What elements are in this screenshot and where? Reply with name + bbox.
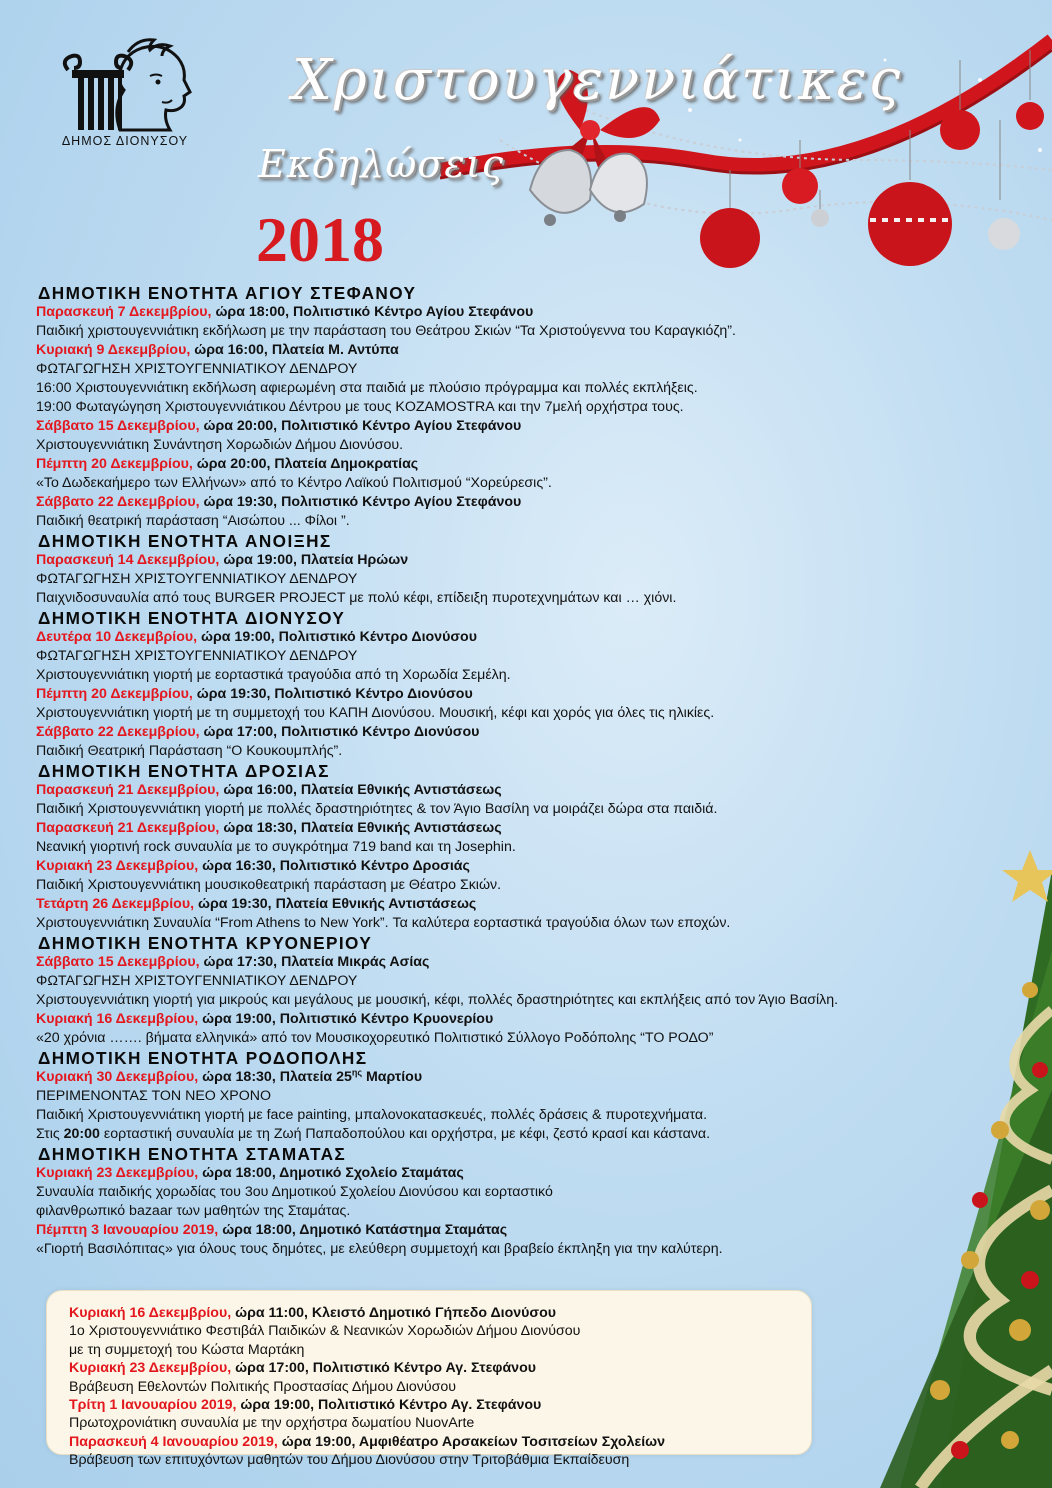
event-description: Χριστουγεννιάτικη γιορτή με εορταστικά τραγούδια από τη Χορωδία Σεμέλη. (36, 667, 511, 683)
event-time-place: ώρα 18:30, Πλατεία 25 (198, 1069, 352, 1085)
event-date: Σάββατο 15 Δεκεμβρίου, (36, 954, 200, 970)
event-date: Κυριακή 16 Δεκεμβρίου, (36, 1011, 199, 1027)
event-heading (36, 455, 996, 474)
event-date: Τρίτη 1 Ιανουαρίου 2019, (69, 1396, 237, 1413)
event-description: 19:00 Φωταγώγηση Χριστουγεννιάτικου Δέντρου με τους KOZAMOSTRA και την 7μελή ορχήστρα τους. (36, 399, 684, 415)
event-date: Πέμπτη 20 Δεκεμβρίου, (36, 456, 193, 472)
event-time-place: ώρα 19:00, Αμφιθέατρο Αρσακείων Τοσιτσείων Σχολείων (277, 1433, 666, 1450)
event-time-place: ώρα 19:00, Πολιτιστικό Κέντρο Αγ. Στεφάνου (236, 1396, 542, 1413)
municipality-logo (50, 30, 200, 170)
event-date: Κυριακή 23 Δεκεμβρίου, (69, 1360, 232, 1377)
event-description: Παιχνιδοσυναυλία από τους BURGER PROJECT με πολύ κέφι, επίδειξη πυροτεχνημάτων και … χιόνι. (36, 590, 677, 606)
event-date: Τετάρτη 26 Δεκεμβρίου, (36, 896, 195, 912)
section-title: ΔΗΜΟΤΙΚΗ ΕΝΟΤΗΤΑ ΔΙΟΝΥΣΟΥ (38, 608, 346, 628)
event-time-place: ώρα 19:00, Πολιτιστικό Κέντρο Διονύσου (197, 629, 477, 645)
event-description: 16:00 Χριστουγεννιάτικη εκδήλωση αφιερωμένη στα παιδιά με πλούσιο πρόγραμμα και πολλές εκπλήξεις. (36, 380, 698, 396)
event-description: Παιδική θεατρική παράσταση “Αισώπου ... Φίλοι ”. (36, 513, 350, 529)
event-heading (36, 303, 996, 322)
event-heading (69, 1433, 811, 1451)
section-title: ΔΗΜΟΤΙΚΗ ΕΝΟΤΗΤΑ ΚΡΥΟΝΕΡΙΟΥ (38, 933, 373, 953)
event-time-place: ώρα 17:00, Πολιτιστικό Κέντρο Αγ. Στεφάνου (231, 1360, 536, 1377)
event-description: Συναυλία παιδικής χορωδίας του 3ου Δημοτικού Σχολείου Διονύσου και εορταστικό (36, 1184, 553, 1200)
event-date: Κυριακή 30 Δεκεμβρίου, (36, 1069, 199, 1085)
event-description: Χριστουγεννιάτικη γιορτή για μικρούς και μεγάλους με μουσική, κέφι, πολλές δραστηριότητες και εκπλήξεις από τον Άγιο Βασίλη. (36, 992, 839, 1008)
event-description: ΦΩΤΑΓΩΓΗΣΗ ΧΡΙΣΤΟΥΓΕΝΝΙΑΤΙΚΟΥ ΔΕΝΔΡΟΥ (36, 973, 358, 989)
event-description: «Το Δωδεκαήμερο των Ελλήνων» από το Κέντρο Λαϊκού Πολιτισμού “Χορεύρεσις”. (36, 475, 552, 491)
event-description: Νεανική γιορτινή rock συναυλία με το συγκρότημα 719 band και τη Josephin. (36, 839, 516, 855)
section-title: ΔΗΜΟΤΙΚΗ ΕΝΟΤΗΤΑ ΣΤΑΜΑΤΑΣ (38, 1144, 347, 1164)
event-date: Παρασκευή 21 Δεκεμβρίου, (36, 782, 220, 798)
event-time-place: ώρα 18:30, Πλατεία Εθνικής Αντιστάσεως (219, 820, 502, 836)
event-date: Παρασκευή 7 Δεκεμβρίου, (36, 304, 212, 320)
event-date: Κυριακή 16 Δεκεμβρίου, (69, 1305, 232, 1321)
event-description: φιλανθρωπικό bazaar των μαθητών της Σταμάτας. (36, 1203, 351, 1219)
event-date: Παρασκευή 4 Ιανουαρίου 2019, (69, 1433, 278, 1450)
event-date: Κυριακή 9 Δεκεμβρίου, (36, 342, 191, 358)
event-time-place: ώρα 19:00, Πολιτιστικό Κέντρο Κρυονερίου (198, 1011, 494, 1027)
logo-text: ΔΗΜΟΣ ΔΙΟΝΥΣΟΥ (61, 134, 189, 148)
event-description: Χριστουγεννιάτικη Συνάντηση Χορωδιών Δήμου Διονύσου. (36, 437, 404, 453)
event-time-place: ώρα 16:00, Πλατεία Μ. Αντύπα (190, 342, 399, 358)
event-heading (69, 1359, 811, 1377)
event-heading (36, 341, 996, 360)
event-heading (36, 723, 996, 742)
event-description: Παιδική Χριστουγεννιάτικη γιορτή με πολλές δραστηριότητες & τον Άγιο Βασίλη να μοιράζει δώρα στα παιδιά. (36, 801, 718, 817)
event-heading (36, 857, 996, 876)
event-description: Παιδική Χριστουγεννιάτικη γιορτή με face painting, μπαλονοκατασκευές, πολλές δράσεις & πυροτεχνήματα. (36, 1107, 708, 1123)
event-time-place: ώρα 17:30, Πλατεία Μικράς Ασίας (199, 954, 430, 970)
event-time-place: ώρα 18:00, Δημοτικό Σχολείο Σταμάτας (198, 1165, 464, 1181)
section-title: ΔΗΜΟΤΙΚΗ ΕΝΟΤΗΤΑ ΡΟΔΟΠΟΛΗΣ (38, 1048, 368, 1068)
event-date: Πέμπτη 20 Δεκεμβρίου, (36, 686, 193, 702)
event-time-place: ώρα 18:00, Δημοτικό Κατάστημα Σταμάτας (218, 1222, 508, 1238)
featured-events-box (46, 1290, 812, 1469)
title-line-2: Εκδηλώσεις (258, 142, 504, 186)
event-time-place: ώρα 19:00, Πλατεία Ηρώων (219, 552, 409, 568)
event-heading (36, 781, 996, 800)
event-description: Χριστουγεννιάτικη Συναυλία “From Athens to New York”. Τα καλύτερα εορταστικά τραγούδια όλων των εποχών. (36, 915, 731, 931)
section-title: ΔΗΜΟΤΙΚΗ ΕΝΟΤΗΤΑ ΑΓΙΟΥ ΣΤΕΦΑΝΟΥ (38, 283, 417, 303)
event-description: Παιδική Χριστουγεννιάτικη μουσικοθεατρική παράσταση με Θέατρο Σκιών. (36, 877, 502, 893)
event-heading (36, 1010, 996, 1029)
text: εορταστική συναυλία με τη Ζωή Παπαδοπούλου και ορχήστρα, με κέφι, ζεστό κρασί και κάστανα. (99, 1126, 711, 1142)
event-heading (36, 493, 996, 512)
event-date: Παρασκευή 21 Δεκεμβρίου, (36, 820, 220, 836)
section-title: ΔΗΜΟΤΙΚΗ ΕΝΟΤΗΤΑ ΑΝΟΙΞΗΣ (38, 531, 332, 551)
event-heading (69, 1304, 811, 1322)
event-date: Σάββατο 15 Δεκεμβρίου, (36, 418, 200, 434)
year-heading: 2018 (256, 204, 384, 275)
events-list (36, 283, 996, 1259)
event-heading (36, 1068, 996, 1087)
event-description: ΠΕΡΙΜΕΝΟΝΤΑΣ ΤΟΝ ΝΕΟ ΧΡΟΝΟ (36, 1088, 272, 1104)
event-time-place: ώρα 16:30, Πολιτιστικό Κέντρο Δροσιάς (198, 858, 470, 874)
event-description: 1ο Χριστουγεννιάτικο Φεστιβάλ Παιδικών & Νεανικών Χορωδιών Δήμου Διονύσου (69, 1323, 581, 1340)
event-time-place: ώρα 18:00, Πολιτιστικό Κέντρο Αγίου Στεφάνου (211, 304, 534, 320)
event-time-place: ώρα 16:00, Πλατεία Εθνικής Αντιστάσεως (219, 782, 502, 798)
event-heading (36, 953, 996, 972)
event-heading (36, 417, 996, 436)
event-heading (36, 819, 996, 838)
event-place-end: Μαρτίου (362, 1069, 423, 1085)
event-description: ΦΩΤΑΓΩΓΗΣΗ ΧΡΙΣΤΟΥΓΕΝΝΙΑΤΙΚΟΥ ΔΕΝΔΡΟΥ (36, 571, 358, 587)
event-date: Πέμπτη 3 Ιανουαρίου 2019, (36, 1222, 219, 1238)
event-description: Βράβευση των επιτυχόντων μαθητών του Δήμου Διονύσου στην Τριτοβάθμια Εκπαίδευση (69, 1452, 630, 1469)
event-time-place: ώρα 19:30, Πολιτιστικό Κέντρο Διονύσου (192, 686, 473, 702)
event-description: Πρωτοχρονιάτικη συναυλία με την ορχήστρα δωματίου NuovArte (69, 1415, 475, 1432)
event-description: ΦΩΤΑΓΩΓΗΣΗ ΧΡΙΣΤΟΥΓΕΝΝΙΑΤΙΚΟΥ ΔΕΝΔΡΟΥ (36, 361, 358, 377)
event-date: Σάββατο 22 Δεκεμβρίου, (36, 724, 200, 740)
event-date: Κυριακή 23 Δεκεμβρίου, (36, 1165, 199, 1181)
event-date: Δευτέρα 10 Δεκεμβρίου, (36, 629, 198, 645)
dionysus-head-icon (50, 30, 200, 134)
event-description: «20 χρόνια ……. βήματα ελληνικά» από τον Μουσικοχορευτικό Πολιτιστικό Σύλλογο Ροδόπολης “ΤΟ ΡΟΔΟ” (36, 1030, 714, 1046)
event-date: Παρασκευή 14 Δεκεμβρίου, (36, 552, 220, 568)
event-time-place: ώρα 17:00, Πολιτιστικό Κέντρο Διονύσου (199, 724, 480, 740)
event-description: Χριστουγεννιάτικη γιορτή με τη συμμετοχή του ΚΑΠΗ Διονύσου. Μουσική, κέφι και χορός για όλες τις ηλικίες. (36, 705, 715, 721)
event-date: Κυριακή 23 Δεκεμβρίου, (36, 858, 199, 874)
event-description: με τη συμμετοχή του Κώστα Μαρτάκη (69, 1341, 305, 1358)
event-time-place: ώρα 19:30, Πλατεία Εθνικής Αντιστάσεως (194, 896, 477, 912)
event-heading (36, 895, 996, 914)
event-heading (36, 628, 996, 647)
section-title: ΔΗΜΟΤΙΚΗ ΕΝΟΤΗΤΑ ΔΡΟΣΙΑΣ (38, 761, 330, 781)
event-description: Παιδική Θεατρική Παράσταση “Ο Κουκουμπλής”. (36, 743, 343, 759)
text: Στις (36, 1126, 64, 1142)
event-time-place: ώρα 19:30, Πολιτιστικό Κέντρο Αγίου Στεφάνου (199, 494, 522, 510)
ordinal-suffix: ης (351, 1067, 363, 1078)
event-time-place: ώρα 20:00, Πλατεία Δημοκρατίας (192, 456, 419, 472)
event-time-place: ώρα 11:00, Κλειστό Δημοτικό Γήπεδο Διονύσου (231, 1305, 557, 1321)
highlighted-time: 20:00 (63, 1126, 100, 1142)
event-time-place: ώρα 20:00, Πολιτιστικό Κέντρο Αγίου Στεφάνου (199, 418, 522, 434)
event-heading (36, 1221, 996, 1240)
event-description: Παιδική χριστουγεννιάτικη εκδήλωση με την παράσταση του Θεάτρου Σκιών “Τα Χριστούγεννα του Καραγκιόζη”. (36, 323, 736, 339)
event-date: Σάββατο 22 Δεκεμβρίου, (36, 494, 200, 510)
event-description: ΦΩΤΑΓΩΓΗΣΗ ΧΡΙΣΤΟΥΓΕΝΝΙΑΤΙΚΟΥ ΔΕΝΔΡΟΥ (36, 648, 358, 664)
event-heading (36, 551, 996, 570)
event-heading (36, 685, 996, 704)
title-line-1: Χριστουγεννιάτικες (292, 48, 903, 113)
event-description: Βράβευση Εθελοντών Πολιτικής Προστασίας Δήμου Διονύσου (69, 1378, 457, 1395)
event-description: «Γιορτή Βασιλόπιτας» για όλους τους δημότες, με ελεύθερη συμμετοχή και βραβείο έκπληξη για την καλύτερη. (36, 1241, 723, 1257)
event-heading (69, 1396, 811, 1414)
event-description (36, 1125, 996, 1144)
event-heading (36, 1164, 996, 1183)
